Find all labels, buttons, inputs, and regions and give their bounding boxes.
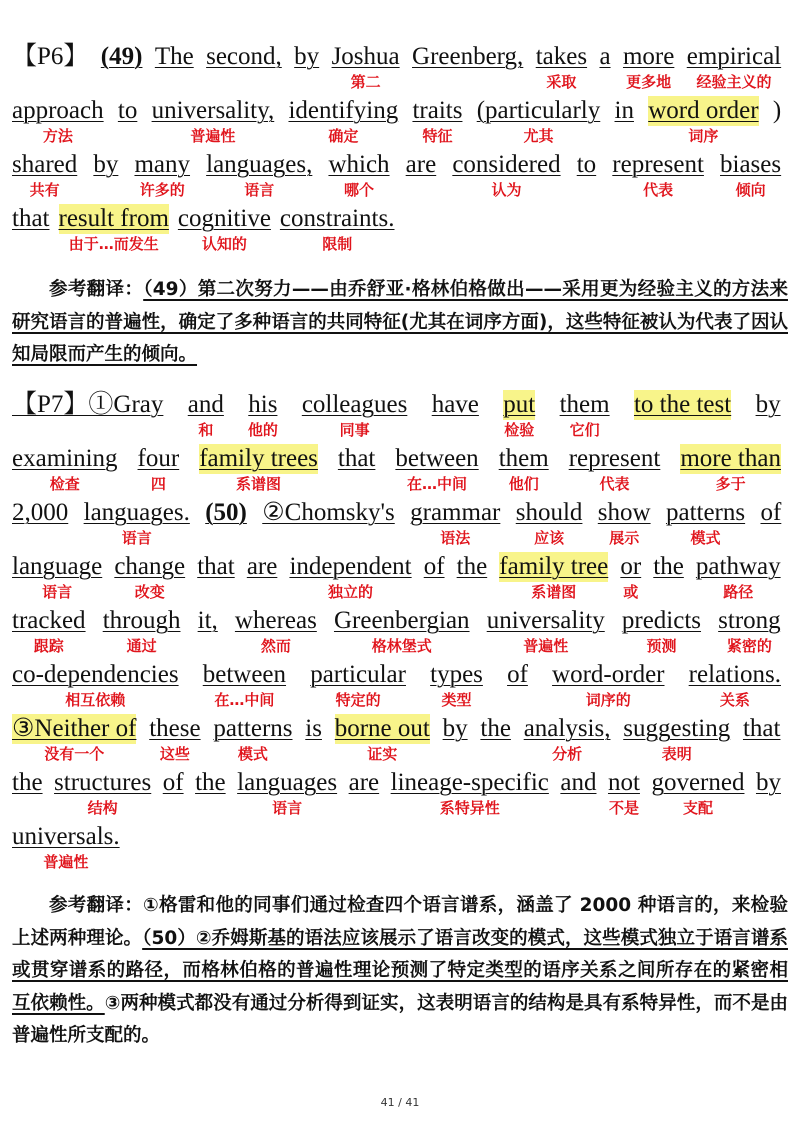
english-word: word-order <box>552 661 665 688</box>
english-word: of <box>423 553 445 580</box>
gloss-label: 相互依赖 <box>65 691 126 709</box>
english-word: patterns <box>665 499 746 526</box>
gloss-label: 共有 <box>29 181 60 199</box>
gloss-label: 表明 <box>661 745 692 763</box>
gloss-label: 模式 <box>237 745 268 763</box>
gloss-label: 哪个 <box>344 181 375 199</box>
english-word: the <box>456 553 488 580</box>
gloss-label: 应该 <box>534 529 565 547</box>
english-word: change <box>114 553 186 580</box>
english-word: four <box>137 445 180 472</box>
english-word: and <box>560 769 597 796</box>
gloss-label: 尤其 <box>523 127 554 145</box>
english-words <box>12 42 790 72</box>
gloss-label: 语言 <box>121 529 152 547</box>
english-word: tracked <box>12 607 86 634</box>
english-word: by <box>93 151 119 178</box>
english-word: are <box>348 769 380 796</box>
english-word: between <box>395 445 479 472</box>
gloss-label: 认知的 <box>201 235 247 253</box>
gloss-label: 预测 <box>646 637 677 655</box>
english-words <box>12 96 790 126</box>
gloss-label: 他们 <box>508 475 539 493</box>
gloss-label: 语言 <box>42 583 73 601</box>
highlighted-word: put <box>503 391 536 418</box>
gloss-label: 许多的 <box>139 181 185 199</box>
english-word: the <box>195 769 226 796</box>
highlighted-word: result from <box>58 205 169 232</box>
english-words <box>12 498 790 528</box>
english-words <box>12 768 790 798</box>
english-word: biases <box>720 151 782 178</box>
highlighted-word: family tree <box>499 553 609 580</box>
english-word: should <box>515 499 583 526</box>
gloss-label: 普遍性 <box>523 637 569 655</box>
english-word: lineage-specific <box>390 769 549 796</box>
gloss-label: 展示 <box>609 529 640 547</box>
english-word: show <box>597 499 651 526</box>
english-word: represent <box>612 151 704 178</box>
english-word: suggesting <box>623 715 731 742</box>
gloss-label: 它们 <box>569 421 600 439</box>
gloss-label: 特征 <box>422 127 453 145</box>
english-word: these <box>149 715 201 742</box>
highlighted-word: more than <box>680 445 781 472</box>
english-word: whereas <box>234 607 317 634</box>
gloss-label: 分析 <box>552 745 583 763</box>
english-word: governed <box>651 769 745 796</box>
english-word: relations. <box>688 661 781 688</box>
english-word: the <box>480 715 511 742</box>
english-word: which <box>328 151 390 178</box>
p7-line-3 <box>12 498 792 552</box>
gloss-label: 同事 <box>339 421 370 439</box>
translation-prefix: 参考翻译： <box>49 279 144 300</box>
gloss-label: 格林堡式 <box>371 637 432 655</box>
english-words <box>12 390 790 420</box>
english-words <box>12 660 790 690</box>
english-word: are <box>405 151 437 178</box>
english-word: to <box>576 151 597 178</box>
english-word: takes <box>535 43 588 70</box>
gloss-label: 限制 <box>322 235 353 253</box>
english-word: 【P6】 <box>12 43 89 70</box>
english-words <box>12 714 789 744</box>
english-word: by <box>442 715 468 742</box>
gloss-label: 采取 <box>546 73 577 91</box>
gloss-label: 代表 <box>599 475 630 493</box>
gloss-label: 更多地 <box>626 73 672 91</box>
gloss-label: 代表 <box>643 181 674 199</box>
english-word: languages. <box>83 499 190 526</box>
english-word: between <box>202 661 287 688</box>
gloss-label: 通过 <box>126 637 157 655</box>
english-word: of <box>507 661 528 688</box>
english-word: through <box>102 607 181 634</box>
gloss-label: 他的 <box>247 421 278 439</box>
gloss-label: 在…中间 <box>214 691 275 709</box>
gloss-label: 方法 <box>42 127 73 145</box>
english-word: languages <box>237 769 338 796</box>
english-word: to <box>117 97 138 124</box>
english-word: by <box>755 391 781 418</box>
highlighted-word: borne out <box>334 715 430 742</box>
english-word: Greenberg, <box>412 43 524 70</box>
english-word: many <box>134 151 191 178</box>
gloss-label: 语法 <box>440 529 471 547</box>
english-word: in <box>614 97 634 124</box>
english-words <box>12 150 790 180</box>
english-word: examining <box>12 445 118 472</box>
gloss-label: 词序的 <box>585 691 631 709</box>
english-word: that <box>337 445 376 472</box>
gloss-label: 关系 <box>719 691 750 709</box>
gloss-label: 系谱图 <box>236 475 282 493</box>
gloss-label: 类型 <box>441 691 472 709</box>
gloss-label: 证实 <box>367 745 398 763</box>
highlighted-word: to the test <box>633 391 732 418</box>
page-number: 41 / 41 <box>380 1096 420 1109</box>
gloss-label: 普遍性 <box>43 853 89 871</box>
english-word: (49) <box>100 43 143 70</box>
translation-underlined: （49）第二次努力——由乔舒亚·格林伯格做出——采用更为经验主义的方法来研究语言的普遍性，确定了多种语言的共同特征(尤其在词序方面)，这些特征被认为代表了因认知局限而产生的倾向。 <box>12 279 788 365</box>
gloss-label: 语言 <box>272 799 303 817</box>
english-word: language <box>12 553 103 580</box>
english-words <box>12 552 790 582</box>
english-word: structures <box>54 769 152 796</box>
gloss-label: 系特异性 <box>439 799 500 817</box>
gloss-label: 经验主义的 <box>696 73 772 91</box>
english-word: by <box>294 43 320 70</box>
english-word: the <box>653 553 684 580</box>
english-word: empirical <box>686 43 782 70</box>
gloss-label: 词序 <box>688 127 719 145</box>
english-word: traits <box>412 97 463 124</box>
english-word: that <box>197 553 235 580</box>
english-word: and <box>187 391 224 418</box>
english-word: not <box>607 769 640 796</box>
english-word: represent <box>568 445 661 472</box>
english-word: it, <box>197 607 218 634</box>
p7-line-6 <box>12 660 792 714</box>
p6-line-4 <box>12 204 792 258</box>
english-word: particular <box>310 661 406 688</box>
gloss-label: 在…中间 <box>407 475 468 493</box>
english-word: them <box>559 391 610 418</box>
p7-line-1 <box>12 390 792 444</box>
gloss-label: 四 <box>150 475 166 493</box>
english-word: that <box>12 205 50 232</box>
p7-line-2 <box>12 444 792 498</box>
english-word: that <box>742 715 781 742</box>
english-word: more <box>622 43 675 70</box>
english-word: is <box>305 715 322 742</box>
english-word: or <box>620 553 642 580</box>
english-word: of <box>162 769 184 796</box>
english-word: cognitive <box>177 205 271 232</box>
english-word: Joshua <box>331 43 400 70</box>
english-words <box>12 822 129 852</box>
gloss-label: 语言 <box>244 181 275 199</box>
gloss-label: 没有一个 <box>44 745 105 763</box>
english-words <box>12 204 404 234</box>
translation-suffix: ③两种模式都没有通过分析得到证实，这表明语言的结构是具有系特异性，而不是由普遍性所支配的。 <box>12 992 788 1046</box>
english-word: considered <box>452 151 561 178</box>
gloss-label: 独立的 <box>328 583 374 601</box>
gloss-label: 由于…而发生 <box>68 235 159 253</box>
p6-translation <box>12 274 788 372</box>
english-word: 2,000 <box>12 499 69 526</box>
highlighted-word: word order <box>648 97 759 124</box>
english-word: the <box>12 769 43 796</box>
english-words <box>12 606 790 636</box>
english-words <box>12 444 790 474</box>
english-word: independent <box>289 553 412 580</box>
gloss-label: 支配 <box>682 799 713 817</box>
gloss-label: 路径 <box>723 583 754 601</box>
gloss-label: 改变 <box>134 583 165 601</box>
english-word: co-dependencies <box>12 661 179 688</box>
english-word: Greenbergian <box>333 607 470 634</box>
english-word: 【P7】①Gray <box>12 391 164 418</box>
gloss-label: 跟踪 <box>33 637 64 655</box>
english-word: types <box>430 661 483 688</box>
gloss-label: 和 <box>198 421 214 439</box>
p7-line-8 <box>12 768 792 822</box>
p6-line-1 <box>12 42 792 96</box>
p7-translation <box>12 890 788 1053</box>
english-word: patterns <box>213 715 293 742</box>
english-word: of <box>760 499 782 526</box>
gloss-label: 结构 <box>87 799 118 817</box>
english-word: universality <box>486 607 605 634</box>
english-word: ) <box>772 97 782 124</box>
p7-line-5 <box>12 606 792 660</box>
english-word: constraints. <box>279 205 395 232</box>
gloss-label: 紧密的 <box>726 637 772 655</box>
english-word: universality, <box>151 97 275 124</box>
gloss-label: 第二 <box>350 73 381 91</box>
english-word: a <box>599 43 611 70</box>
english-word: (particularly <box>476 97 601 124</box>
english-word: identifying <box>288 97 399 124</box>
gloss-label: 普遍性 <box>190 127 236 145</box>
gloss-label: 或 <box>623 583 639 601</box>
gloss-label: 模式 <box>690 529 721 547</box>
english-word: second, <box>206 43 282 70</box>
gloss-label: 认为 <box>491 181 522 199</box>
gloss-label: 倾向 <box>735 181 766 199</box>
english-word: shared <box>12 151 78 178</box>
english-word: colleagues <box>301 391 408 418</box>
gloss-label: 系谱图 <box>531 583 577 601</box>
english-word: The <box>154 43 194 70</box>
p7-line-7 <box>12 714 792 768</box>
gloss-label: 确定 <box>328 127 359 145</box>
p6-line-3 <box>12 150 792 204</box>
english-word: strong <box>718 607 781 634</box>
gloss-label: 检查 <box>49 475 80 493</box>
english-word: by <box>755 769 781 796</box>
english-word: ②Chomsky's <box>262 499 395 526</box>
english-word: his <box>248 391 278 418</box>
translation-prefix: 参考翻译：①格雷和他的同事们通过检查四个语言谱系，涵盖了 2000 种语言的，来检验上述两种理论。 <box>12 895 788 949</box>
gloss-label: 多于 <box>715 475 746 493</box>
p7-line-4 <box>12 552 792 606</box>
translation-underlined: （50）②乔姆斯基的语法应该展示了语言改变的模式，这些模式独立于语言谱系或贯穿谱系的路径，而格林伯格的普遍性理论预测了特定类型的语序关系之间所存在的紧密相互依赖性。 <box>12 927 788 1014</box>
p6-line-2 <box>12 96 792 150</box>
english-word: predicts <box>621 607 702 634</box>
highlighted-word: family trees <box>199 445 318 472</box>
highlighted-word: ③Neither of <box>12 715 137 742</box>
gloss-label: 特定的 <box>335 691 381 709</box>
english-word: pathway <box>695 553 781 580</box>
english-word: are <box>246 553 278 580</box>
gloss-label: 这些 <box>159 745 190 763</box>
p7-line-9 <box>12 822 792 876</box>
gloss-label: 然而 <box>260 637 291 655</box>
english-word: grammar <box>410 499 501 526</box>
gloss-label: 检验 <box>504 421 535 439</box>
english-word: languages, <box>206 151 313 178</box>
english-word: them <box>498 445 549 472</box>
english-word: analysis, <box>523 715 611 742</box>
english-word: approach <box>12 97 104 124</box>
gloss-label: 不是 <box>608 799 639 817</box>
english-word: have <box>431 391 479 418</box>
english-word: (50) <box>205 499 247 526</box>
english-word: universals. <box>12 823 120 850</box>
